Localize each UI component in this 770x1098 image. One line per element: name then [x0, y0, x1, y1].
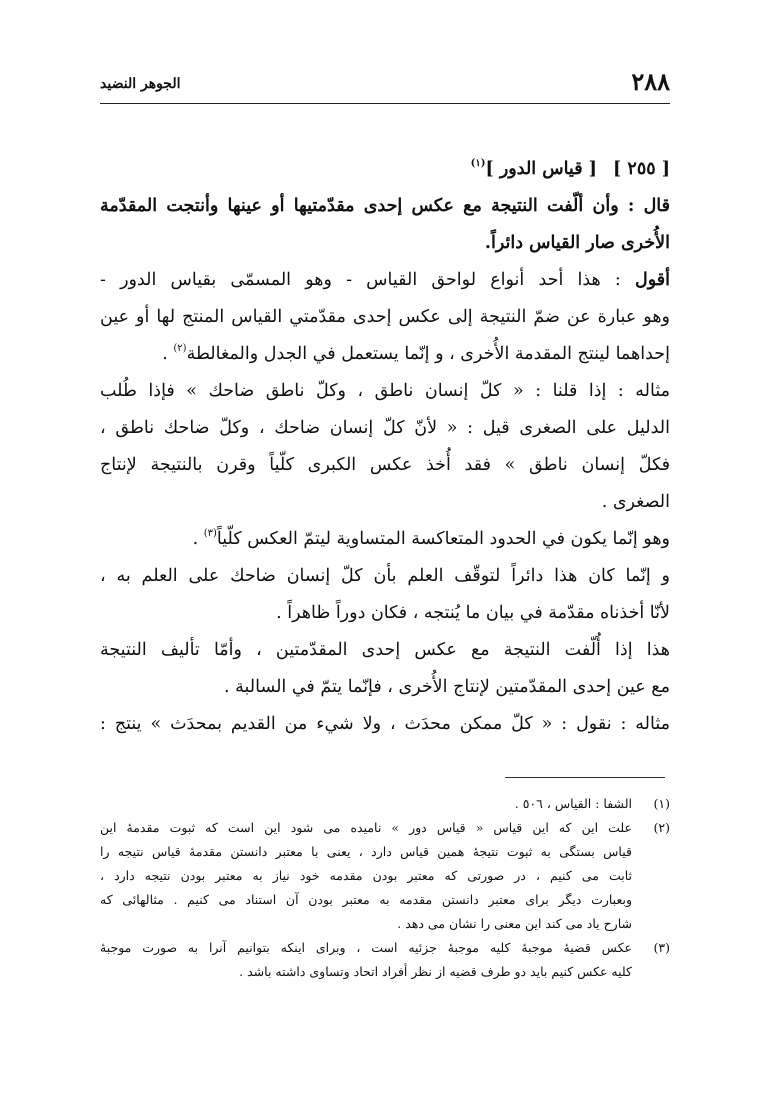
footnote-text: قياس بستگى به ثبوت نتيجهٔ همين قياس دارد ، يعنى با معتبر دانستن مقدمهٔ قياس نتيجه را — [100, 844, 632, 859]
text-line — [100, 373, 670, 410]
text-line — [100, 632, 670, 669]
paragraph — [100, 188, 670, 262]
running-title: الجوهر النضيد — [100, 76, 181, 92]
footnote-line — [100, 888, 670, 912]
footnote-text: شارح ياد مى كند اين معنى را نشان مى دهد . — [397, 916, 632, 931]
footnote-separator — [505, 777, 665, 778]
line-text: هذا إذا أُلّفت النتيجة مع عكس إحدى المقدّمتين ، وأمّا تأليف النتيجة — [100, 640, 670, 660]
line-text: وهو إنّما يكون في الحدود المتعاكسة المتساوية ليتمّ العكس كلّياً — [216, 529, 670, 549]
footnote-mark: (٢) — [173, 343, 187, 354]
line-text: الصغرى . — [601, 492, 670, 512]
main-text — [100, 151, 670, 743]
header-rule — [100, 103, 670, 104]
speaker-keyword: أقول — [635, 270, 670, 290]
text-line — [100, 336, 670, 373]
text-line — [100, 706, 670, 743]
text-line — [100, 447, 670, 484]
text-line — [100, 262, 670, 299]
text-line — [100, 558, 670, 595]
footnote-mark: (٣) — [203, 528, 217, 539]
line-text: و إنّما كان هذا دائراً لتوقّف العلم بأن كلّ إنسان ضاحك على العلم به ، — [100, 566, 670, 586]
paragraph — [100, 521, 670, 558]
paragraph — [100, 558, 670, 632]
text-line — [100, 521, 670, 558]
footnote-line — [100, 792, 670, 816]
text-line — [100, 595, 670, 632]
line-text: مثاله : نقول : « كلّ ممكن محدَث ، ولا شيء من القديم بمحدَث » ينتج : — [100, 714, 670, 734]
footnote-number: (١) — [653, 796, 670, 811]
footnote-number: (٢) — [653, 820, 670, 835]
speaker-keyword: قال — [643, 196, 670, 216]
line-text: لأنّا أخذناه مقدّمة في بيان ما يُنتجه ، فكان دوراً ظاهراً . — [276, 603, 670, 623]
text-line — [100, 188, 670, 225]
footnote-text: ثابت مى كنيم ، در صورتى كه معتبر بودن مقدمه خود نياز به معتبر بودن نتيجه دارد ، — [100, 868, 632, 883]
text-line — [100, 484, 670, 521]
footnote-line — [100, 816, 670, 840]
section-number: [ ٢٥٥ ] — [613, 159, 670, 179]
text-line — [100, 299, 670, 336]
footnote-line — [100, 912, 670, 936]
page-header — [100, 66, 670, 106]
footnotes — [100, 792, 670, 984]
footnote-line — [100, 840, 670, 864]
line-text: مع عين إحدى المقدّمتين لإنتاج الأُخرى ، فإنّما يتمّ في السالبة . — [224, 677, 670, 697]
line-tail: . — [192, 529, 204, 549]
text-line — [100, 669, 670, 706]
line-text: : هذا أحد أنواع لواحق القياس - وهو المسمّى بقياس الدور - — [100, 270, 636, 290]
footnote-number: (٣) — [653, 940, 670, 955]
section-footnote-mark: (١) — [470, 158, 486, 169]
line-tail: . — [162, 344, 174, 364]
line-text: الدليل على الصغرى قيل : « لأنّ كلّ إنسان ضاحك ، وكلّ ضاحك ناطق ، — [100, 418, 670, 438]
line-text: الأُخرى صار القياس دائراً. — [484, 233, 670, 253]
line-text: : وأن ألّفت النتيجة مع عكس إحدى مقدّمتيها أو عينها وأنتجت المقدّمة — [100, 196, 644, 216]
line-text: إحداهما لينتج المقدمة الأُخرى ، و إنّما يستعمل في الجدل والمغالطة — [186, 344, 670, 364]
footnote-text: علت اين كه اين قياس « قياس دور » ناميده مى شود اين است كه ثبوت مقدمهٔ اين — [100, 820, 632, 835]
text-line — [100, 225, 670, 262]
paragraph — [100, 262, 670, 373]
paragraph — [100, 706, 670, 743]
page-number: ٢٨٨ — [631, 67, 670, 96]
footnote-text: كليه عكس كنيم بايد دو طرف قضيه از نظر أفراد اتحاد وتساوى داشته باشد . — [239, 964, 632, 979]
text-line — [100, 410, 670, 447]
line-text: وهو عبارة عن ضمّ النتيجة إلى عكس إحدى مقدّمتي القياس المنتج لها أو عين — [100, 307, 670, 327]
footnote-text: وبعبارت ديگر براى معتبر دانستن مقدمه به معتبر بودن آن استناد مى كنيم . مثالهائى كه — [100, 892, 632, 907]
line-text: فكلّ إنسان ناطق » فقد أُخذ عكس الكبرى كلّياً وقرن بالنتيجة لإنتاج — [100, 455, 670, 475]
line-text: مثاله : إذا قلنا : « كلّ إنسان ناطق ، وكلّ ناطق ضاحك » فإذا طُلب — [100, 381, 670, 401]
paragraph — [100, 632, 670, 706]
footnote-line — [100, 960, 670, 984]
footnote-line — [100, 936, 670, 960]
section-heading — [100, 151, 670, 188]
paragraph — [100, 373, 670, 521]
section-title: [ قياس الدور ] — [485, 159, 597, 179]
footnote-text: الشفا : القياس ، ٥٠٦ . — [514, 796, 632, 811]
footnote-text: عكس قضيهٔ موجبهٔ كليه موجبهٔ جزئيه است ، وبراى اينكه بتوانيم آنرا به صورت موجبهٔ — [100, 940, 632, 955]
footnote-line — [100, 864, 670, 888]
